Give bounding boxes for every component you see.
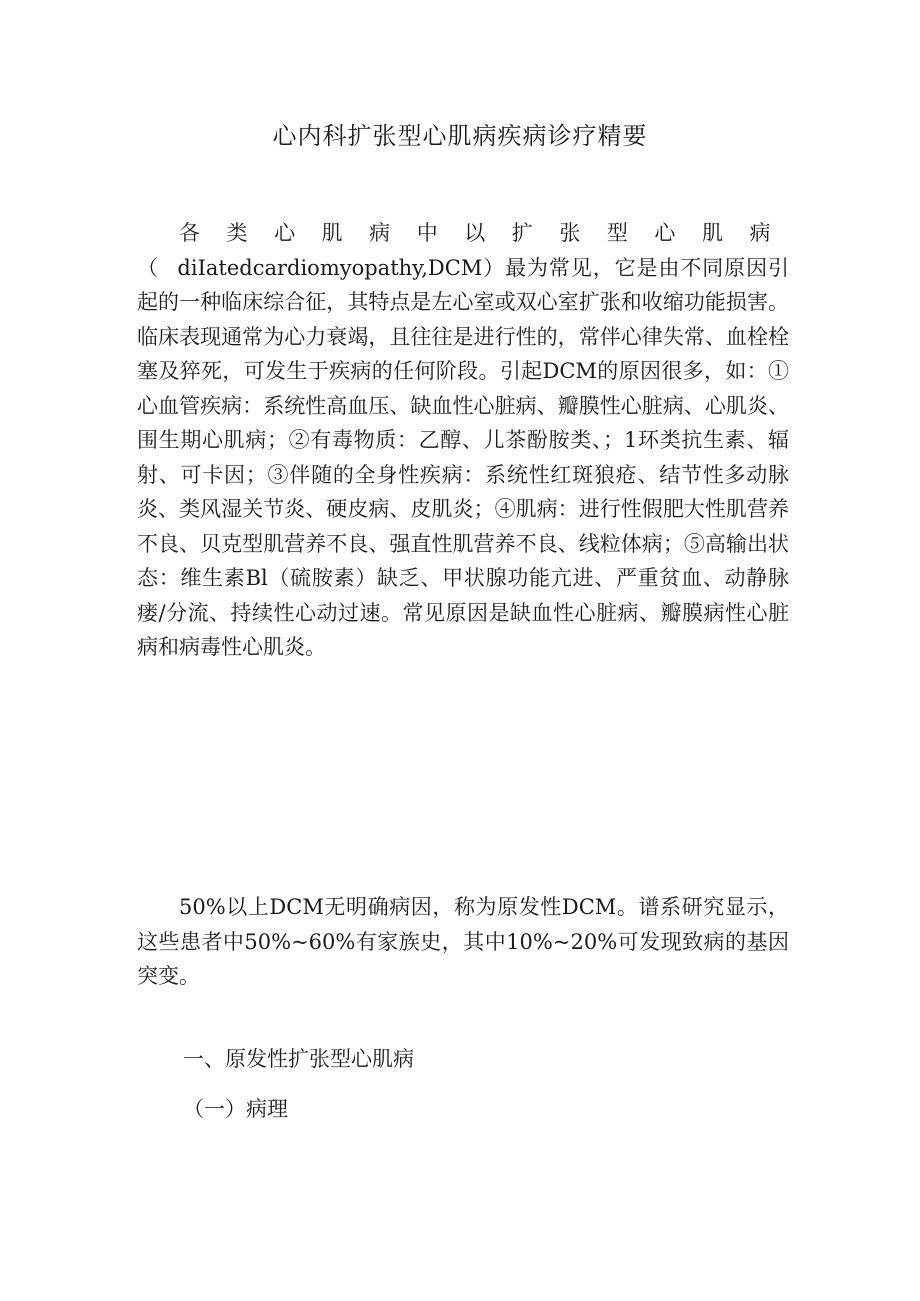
paragraph-causes-body: diIatedcardiomyopathy,DCM）最为常见，它是由不同原因引起的一种临床综合征，其特点是左心室或双心室扩张和收缩功能损害。临床表现通常为心力衰竭，且往往是进行性的，常伴心律失常、血栓栓塞及猝死，可发生于疾病的任何阶段。引起DCM的原因很多，如：①心血管疾病：系统性高血压、缺血性心脏病、瓣膜性心脏病、心肌炎、围生期心肌病；②有毒物质：乙醇、儿茶酚胺类、；1环类抗生素、辐射、可卡因；③伴随的全身性疾病：系统性红斑狼疮、结节性多动脉炎、类风湿关节炎、硬皮病、皮肌炎；④肌病：进行性假肥大性肌营养不良、贝克型肌营养不良、强直性肌营养不良、线粒体病；⑤高输出状态：维生素Bl（硫胺素）缺乏、甲状腺功能亢进、严重贫血、动静脉瘘/分流、持续性心动过速。常见原因是缺血性心脏病、瓣膜病性心脏病和病毒性心肌炎。: [137, 255, 789, 659]
paragraph-primary-dcm: 50%以上DCM无明确病因，称为原发性DCM。谱系研究显示，这些患者中50%~60%有家族史，其中10%~20%可发现致病的基因突变。: [137, 895, 789, 988]
document-title: 心内科扩张型心肌病疾病诊疗精要: [272, 122, 648, 150]
paragraph-causes: [137, 216, 789, 665]
subsection-heading: （一）病理: [183, 1097, 288, 1121]
paragraph-causes-lead: 各类心肌病中以扩张型心肌病（: [137, 221, 789, 280]
section-heading: 一、原发性扩张型心肌病: [183, 1047, 414, 1071]
